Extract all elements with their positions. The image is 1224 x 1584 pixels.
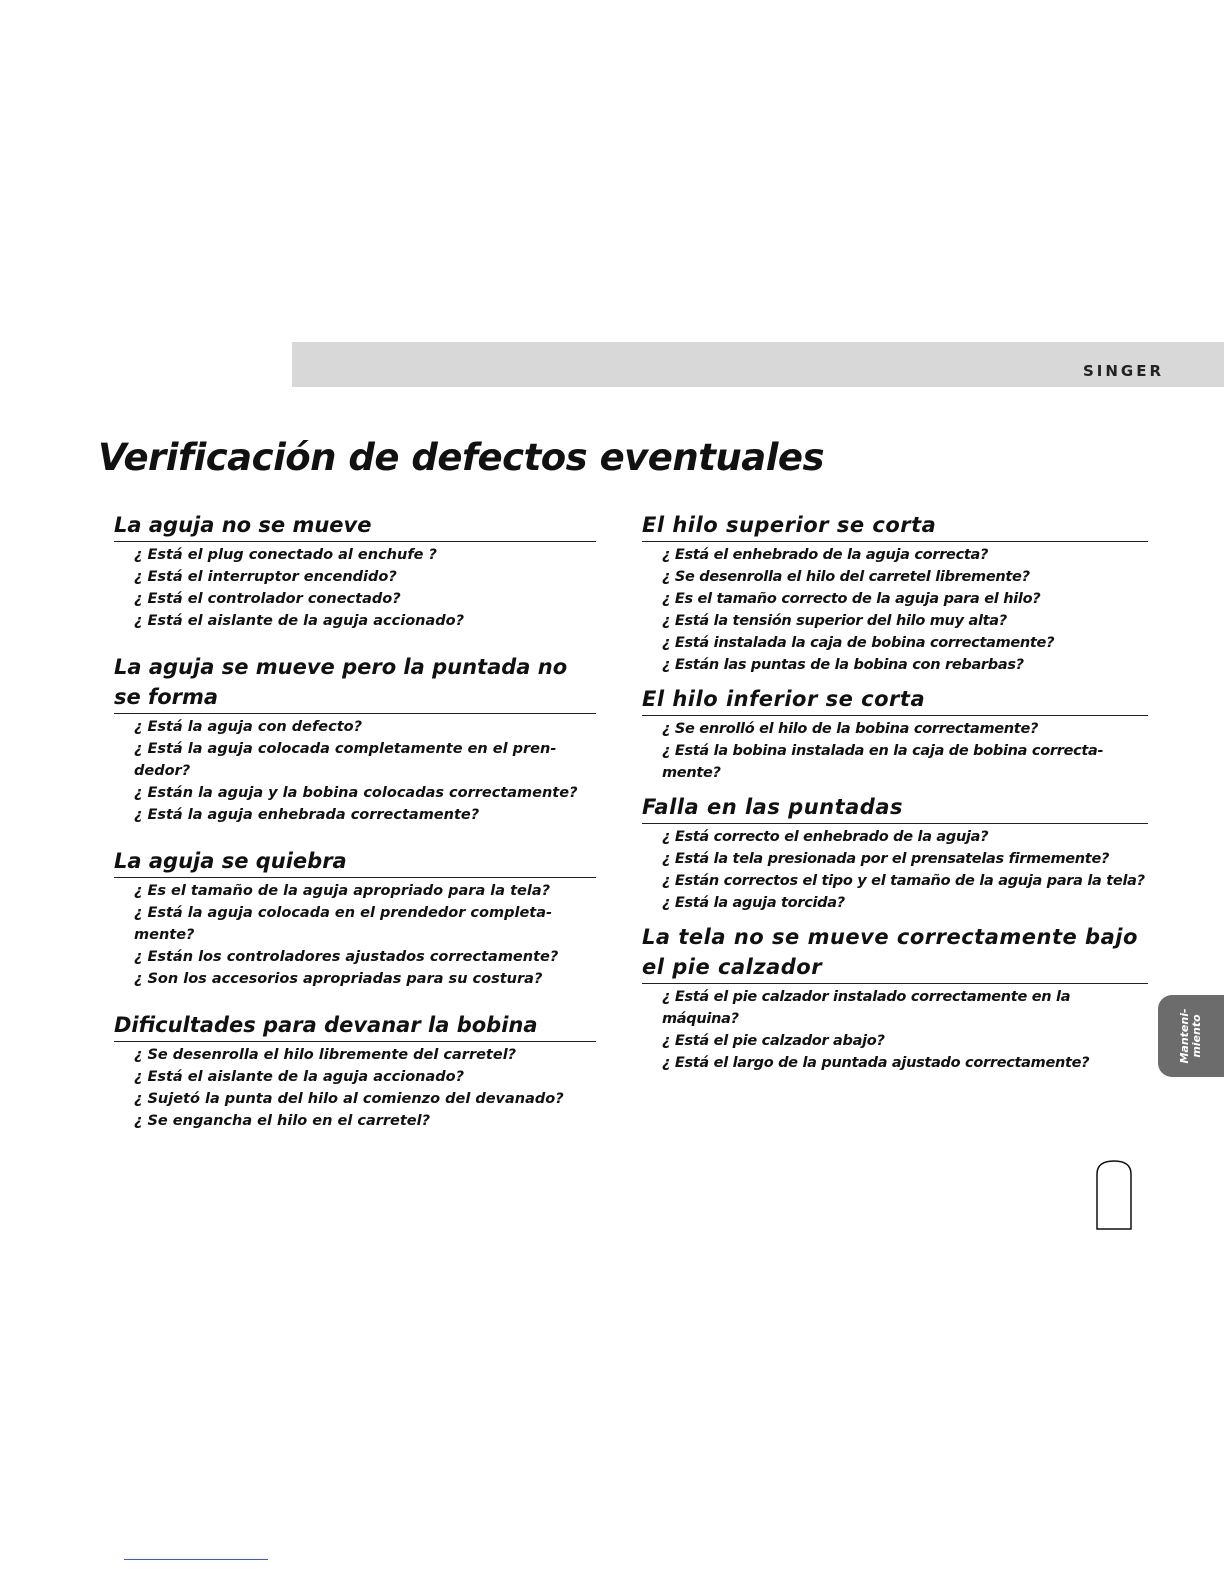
section-aguja-se-quiebra xyxy=(114,846,596,990)
list-item: ¿ Está el interruptor encendido? xyxy=(134,569,397,585)
right-column xyxy=(642,510,1148,1074)
list-item: ¿ Está la aguja colocada completamente en el pren-dedor? xyxy=(134,741,557,779)
list-item: ¿ Están correctos el tipo y el tamaño de la aguja para la tela? xyxy=(662,873,1145,889)
question-list xyxy=(642,544,1148,676)
section-tela-no-se-mueve xyxy=(642,922,1148,1074)
list-item: ¿ Es el tamaño correcto de la aguja para el hilo? xyxy=(662,591,1041,607)
section-falla-puntadas xyxy=(642,792,1148,914)
section-title: La aguja se quiebra xyxy=(114,846,596,878)
section-title: La tela no se mueve correctamente bajo el pie calzador xyxy=(642,922,1148,984)
question-list xyxy=(114,544,596,632)
footer-rule xyxy=(124,1559,268,1560)
list-item: ¿ Está la aguja con defecto? xyxy=(134,719,363,735)
list-item: ¿ Está la tela presionada por el prensatelas firmemente? xyxy=(662,851,1110,867)
list-item: ¿ Están los controladores ajustados correctamente? xyxy=(134,949,559,965)
section-hilo-inferior xyxy=(642,684,1148,784)
left-column xyxy=(114,510,596,1132)
section-puntada-no-se-forma xyxy=(114,652,596,826)
question-list xyxy=(114,1044,596,1132)
list-item: ¿ Está la aguja enhebrada correctamente? xyxy=(134,807,480,823)
question-list xyxy=(642,826,1148,914)
list-item: ¿ Se engancha el hilo en el carretel? xyxy=(134,1113,431,1129)
list-item: ¿ Está la aguja torcida? xyxy=(662,895,845,911)
list-item: ¿ Está el plug conectado al enchufe ? xyxy=(134,547,437,563)
list-item: ¿ Están las puntas de la bobina con rebarbas? xyxy=(662,657,1024,673)
list-item: ¿ Se desenrolla el hilo del carretel libremente? xyxy=(662,569,1030,585)
section-title: El hilo superior se corta xyxy=(642,510,1148,542)
section-title: El hilo inferior se corta xyxy=(642,684,1148,716)
page-title: Verificación de defectos eventuales xyxy=(98,436,825,479)
list-item: ¿ Se desenrolla el hilo libremente del carretel? xyxy=(134,1047,517,1063)
list-item: ¿ Es el tamaño de la aguja apropriado para la tela? xyxy=(134,883,551,899)
list-item: ¿ Está el aislante de la aguja accionado? xyxy=(134,613,465,629)
list-item: ¿ Están la aguja y la bobina colocadas correctamente? xyxy=(134,785,578,801)
list-item: ¿ Está el enhebrado de la aguja correcta? xyxy=(662,547,989,563)
list-item: ¿ Son los accesorios apropriadas para su costura? xyxy=(134,971,543,987)
list-item: ¿ Está el pie calzador instalado correctamente en la máquina? xyxy=(662,989,1071,1027)
list-item: ¿ Está la bobina instalada en la caja de bobina correcta-mente? xyxy=(662,743,1104,781)
list-item: ¿ Está la aguja colocada en el prendedor completa-mente? xyxy=(134,905,553,943)
list-item: ¿ Está el largo de la puntada ajustado correctamente? xyxy=(662,1055,1090,1071)
list-item: ¿ Se enrolló el hilo de la bobina correctamente? xyxy=(662,721,1039,737)
list-item: ¿ Está el pie calzador abajo? xyxy=(662,1033,885,1049)
question-list xyxy=(114,716,596,826)
section-title: Falla en las puntadas xyxy=(642,792,1148,824)
question-list xyxy=(114,880,596,990)
section-title: La aguja no se mueve xyxy=(114,510,596,542)
question-list xyxy=(642,986,1148,1074)
section-aguja-no-se-mueve xyxy=(114,510,596,632)
chapter-tab-label: Manteni- miento xyxy=(1178,1008,1203,1064)
section-hilo-superior xyxy=(642,510,1148,676)
brand-logo: SINGER xyxy=(1082,362,1164,380)
section-title: La aguja se mueve pero la puntada no se forma xyxy=(114,652,596,714)
list-item: ¿ Está el aislante de la aguja accionado? xyxy=(134,1069,465,1085)
list-item: ¿ Está instalada la caja de bobina correctamente? xyxy=(662,635,1055,651)
list-item: ¿ Está el controlador conectado? xyxy=(134,591,401,607)
list-item: ¿ Está la tensión superior del hilo muy alta? xyxy=(662,613,1007,629)
page-number-frame-icon xyxy=(1096,1160,1132,1230)
list-item: ¿ Está correcto el enhebrado de la aguja? xyxy=(662,829,989,845)
section-title: Dificultades para devanar la bobina xyxy=(114,1010,596,1042)
chapter-tab xyxy=(1158,995,1224,1077)
list-item: ¿ Sujetó la punta del hilo al comienzo del devanado? xyxy=(134,1091,564,1107)
question-list xyxy=(642,718,1148,784)
section-devanar-bobina xyxy=(114,1010,596,1132)
